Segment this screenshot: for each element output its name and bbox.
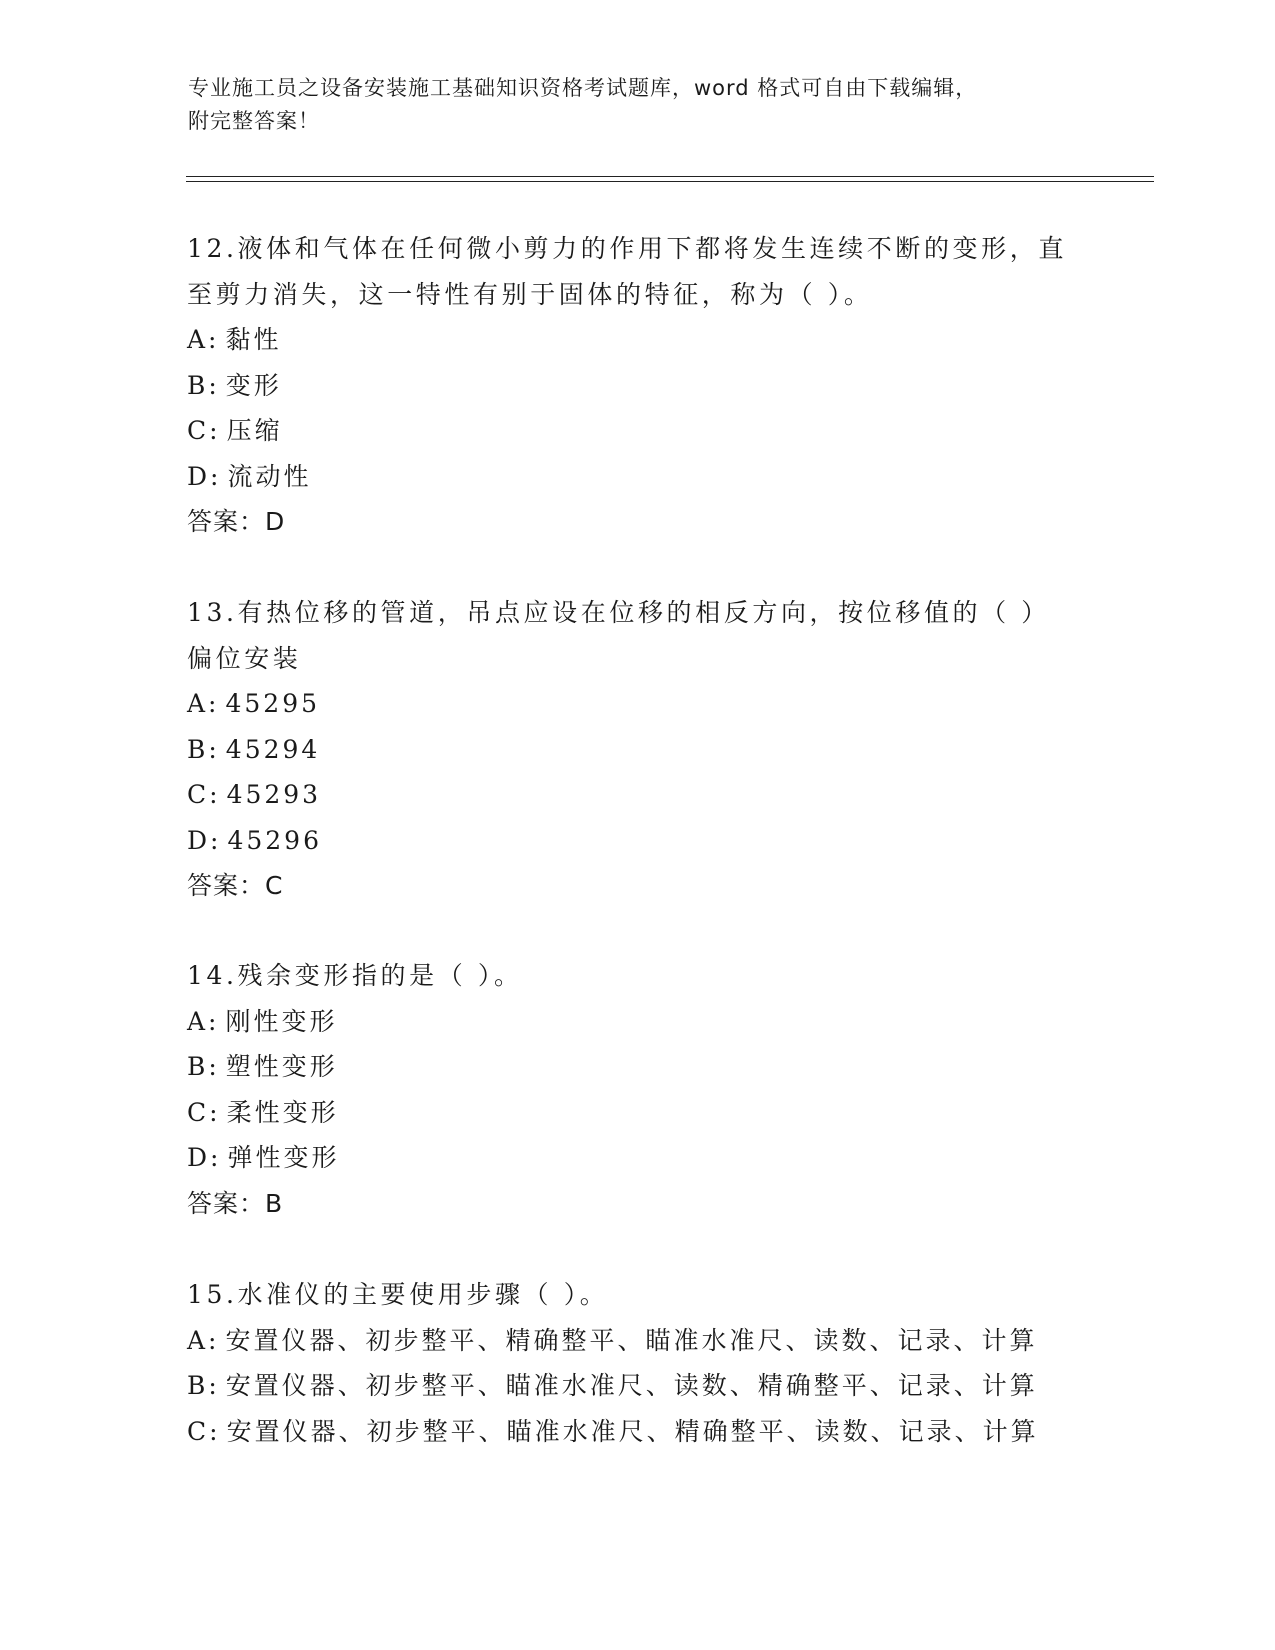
- option-text: 流动性: [227, 461, 312, 491]
- option-b: [187, 1363, 1087, 1409]
- question-stem: 偏位安装: [187, 643, 302, 673]
- option-text: 刚性变形: [225, 1006, 338, 1036]
- option-text: 压缩: [226, 416, 283, 445]
- option-text: 45295: [225, 689, 321, 718]
- header-line-1: 专业施工员之设备安装施工基础知识资格考试题库，word 格式可自由下载编辑，: [188, 76, 978, 100]
- option-text: 安置仪器、初步整平、精确整平、瞄准水准尺、读数、记录、计算: [225, 1325, 1038, 1355]
- option-label: C:: [187, 1097, 221, 1127]
- option-b: [187, 1044, 1087, 1090]
- option-d: [187, 1135, 1087, 1181]
- option-text: 安置仪器、初步整平、瞄准水准尺、读数、精确整平、记录、计算: [225, 1371, 1038, 1400]
- question-stem: 至剪力消失，这一特性有别于固体的特征，称为（ ）。: [187, 279, 873, 309]
- option-c: [187, 1409, 1087, 1455]
- answer: 答案：D: [187, 507, 286, 536]
- option-text: 塑性变形: [225, 1052, 338, 1081]
- option-a: [187, 681, 1087, 727]
- option-label: B:: [187, 1052, 220, 1081]
- option-a: [187, 999, 1087, 1045]
- option-b: [187, 363, 1087, 409]
- option-text: 45293: [226, 780, 322, 809]
- question-stem: 12.液体和气体在任何微小剪力的作用下都将发生连续不断的变形，直: [187, 234, 1067, 263]
- option-a: [187, 1318, 1087, 1364]
- option-label: D:: [187, 461, 222, 491]
- option-d: [187, 454, 1087, 500]
- option-label: A:: [187, 689, 220, 718]
- option-label: B:: [187, 370, 220, 400]
- option-label: B:: [187, 1371, 220, 1400]
- question-14: [187, 953, 1087, 1226]
- option-b: [187, 727, 1087, 773]
- option-label: B:: [187, 734, 220, 764]
- option-text: 安置仪器、初步整平、瞄准水准尺、精确整平、读数、记录、计算: [226, 1416, 1039, 1446]
- option-text: 黏性: [225, 325, 282, 354]
- option-d: [187, 818, 1087, 864]
- option-a: [187, 317, 1087, 363]
- option-text: 柔性变形: [226, 1097, 339, 1127]
- option-c: [187, 772, 1087, 818]
- header-divider-top: [186, 176, 1154, 177]
- question-stem: 15.水准仪的主要使用步骤（ ）。: [187, 1280, 609, 1309]
- question-stem: 14.残余变形指的是（ ）。: [187, 961, 523, 990]
- option-label: A:: [187, 325, 220, 354]
- option-label: C:: [187, 1416, 221, 1446]
- answer: 答案：B: [187, 1188, 284, 1218]
- option-label: C:: [187, 416, 221, 445]
- document-header: [188, 72, 1088, 138]
- answer: 答案：C: [187, 871, 284, 900]
- option-c: [187, 1090, 1087, 1136]
- option-text: 弹性变形: [227, 1143, 340, 1172]
- option-text: 变形: [225, 370, 282, 400]
- option-label: D:: [187, 825, 222, 855]
- option-text: 45294: [225, 734, 321, 764]
- option-label: A:: [187, 1006, 220, 1036]
- question-12: [187, 226, 1087, 545]
- option-label: C:: [187, 780, 221, 809]
- option-c: [187, 408, 1087, 454]
- header-line-2: 附完整答案！: [188, 109, 320, 133]
- question-13: [187, 590, 1087, 909]
- header-divider-bottom: [186, 181, 1154, 182]
- option-label: A:: [187, 1325, 220, 1355]
- option-label: D:: [187, 1143, 222, 1172]
- option-text: 45296: [227, 825, 322, 855]
- question-15: [187, 1272, 1087, 1454]
- question-stem: 13.有热位移的管道，吊点应设在位移的相反方向，按位移值的（ ）: [187, 598, 1050, 627]
